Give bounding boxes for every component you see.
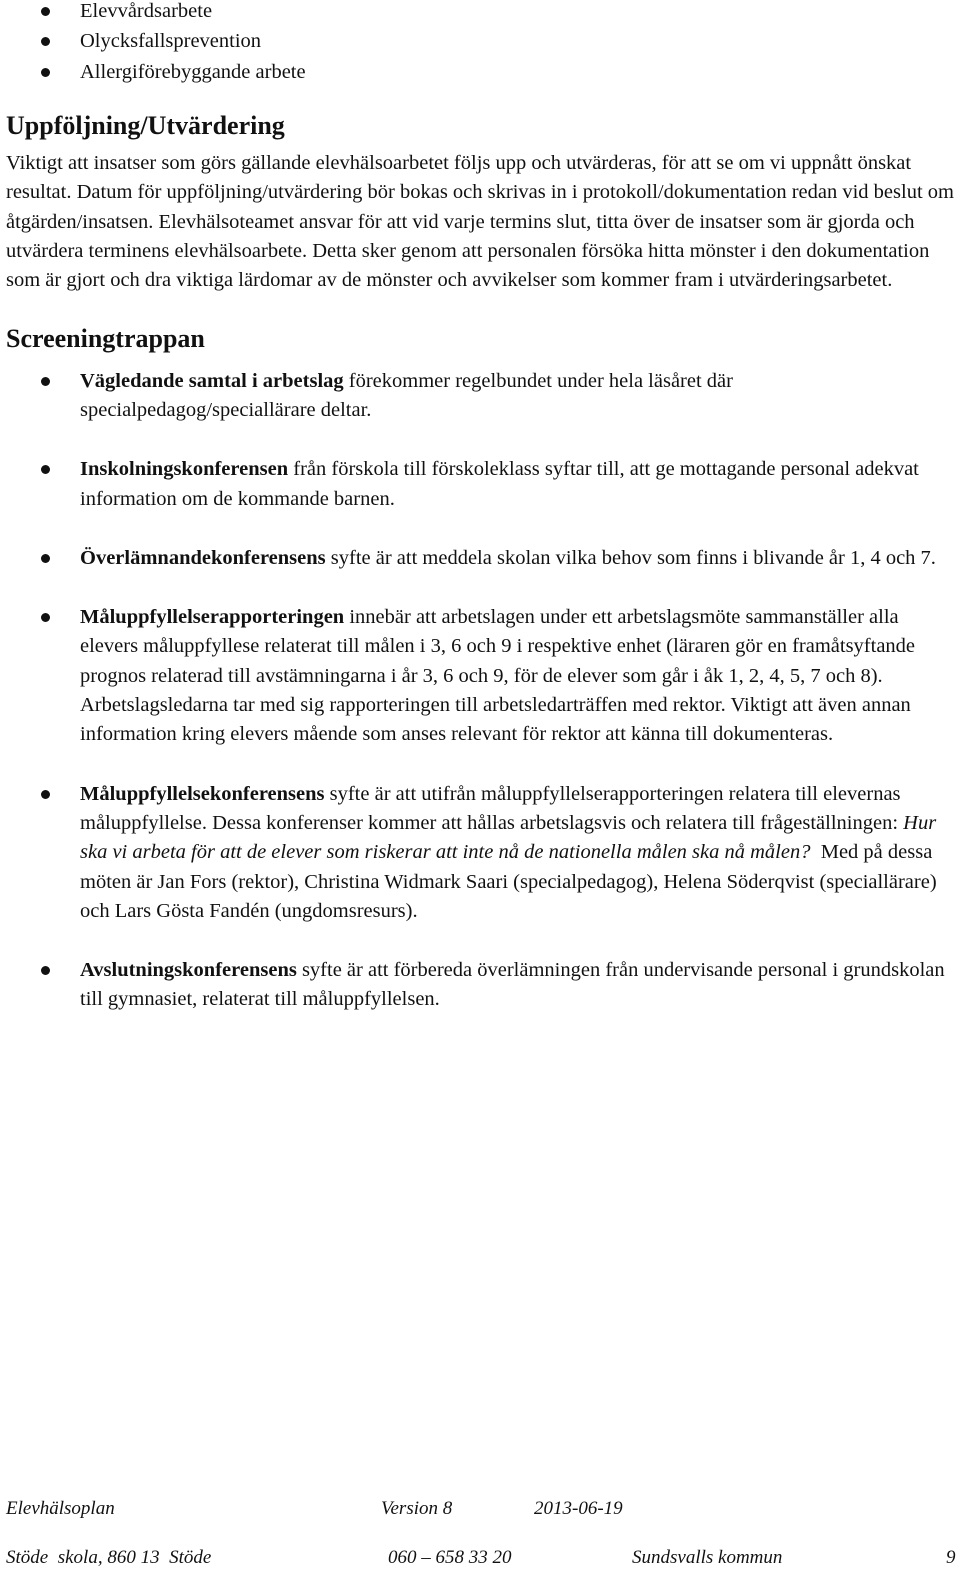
bullet-icon (41, 377, 50, 386)
bullet-icon (41, 7, 50, 16)
screening-item-avslutning (6, 956, 954, 1015)
description-avslutning: syfte är att förbereda överlämningen från undervisande personal i grundskolan till gymnasiet, relaterat till måluppfyllelsen. (80, 959, 945, 1011)
footer-document-title: Elevhälsoplan (6, 1498, 115, 1519)
list-item-text: Elevvårdsarbete (80, 0, 213, 22)
term-overlamnande: Överlämnandekonferensens (80, 546, 326, 569)
footer-phone: 060 – 658 33 20 (388, 1547, 512, 1568)
description-overlamnande: syfte är att meddela skolan vilka behov som finns i blivande år 1, 4 och 7. (325, 546, 936, 569)
bullet-icon (41, 68, 50, 77)
description-rapportering: innebär att arbetslagen under ett arbetslagsmöte sammanställer alla elevers måluppfyllese relaterat till målen i 3, 6 och 9 i respektive enhet (läraren gör en framåtsyftande prognos relaterad till avstämningarna i år 3, 6 och 9, för de elever som går i åk 1, 2, 4, 5, 7 och 8). Arbetslagsledarna tar med sig rapporteringen till arbetsledarträffen med rektor. Viktigt att även annan information kring elevers mående som anses relevant för rektor att känna till dokumenteras. (80, 606, 916, 746)
screening-list (6, 367, 954, 1015)
list-item (6, 0, 954, 27)
description-maluppfyllelsekonferens-cont: Med på dessa möten är Jan Fors (rektor), Christina Widmark Saari (specialpedagog), Helena Söderqvist (speciallärare) och Lars Gösta Fandén (ungdomsresurs). (80, 841, 942, 922)
screening-item-rapportering (6, 603, 954, 749)
footer-date: 2013-06-19 (534, 1498, 623, 1519)
footer-version: Version 8 (381, 1498, 453, 1519)
paragraph-uppfoljning: Viktigt att insatser som görs gällande elevhälsoarbetet följs upp och utvärderas, för att se om vi uppnått önskat resultat. Datum för uppföljning/utvärdering bör bokas och skrivas in i protokoll/dokumentation redan vid beslut om åtgärden/insatsen. Elevhälsoteamet ansvar för att vid varje termins slut, titta över de insatser som är gjorda och utvärdera terminens elevhälsoarbete. Detta sker genom att personalen försöka hitta mönster i den dokumentation som är gjort och dra viktiga lärdomar av de mönster och avvikelser som kommer fram i utvärderingsarbetet. (6, 152, 954, 292)
list-item-text: Olycksfallsprevention (80, 30, 262, 53)
bullet-icon (41, 465, 50, 474)
bullet-icon (41, 790, 50, 799)
bullet-icon (41, 554, 50, 563)
term-rapportering: Måluppfyllelserapporteringen (80, 606, 345, 629)
screening-item-overlamnande (6, 544, 954, 573)
list-item-text: Allergiförebyggande arbete (80, 60, 306, 83)
screening-item-inskolning (6, 455, 954, 514)
description-vagledande: förekommer regelbundet under hela läsåret där specialpedagog/speciallärare deltar. (80, 369, 733, 421)
term-vagledande: Vägledande samtal i arbetslag (80, 369, 344, 392)
bullet-icon (41, 613, 50, 622)
list-item (6, 58, 954, 88)
term-inskolning: Inskolningskonferensen (80, 458, 289, 481)
section-heading-screening: Screeningtrappan (6, 323, 205, 353)
screening-item-maluppfyllelsekonferens (6, 780, 954, 926)
screening-item-vagledande (6, 367, 954, 426)
section-heading-uppfoljning: Uppföljning/Utvärdering (6, 111, 285, 141)
top-bullet-list (6, 0, 954, 88)
term-avslutning: Avslutningskonferensens (80, 959, 297, 982)
bullet-icon (41, 966, 50, 975)
footer-municipality: Sundsvalls kommun (632, 1547, 783, 1568)
question-italic: Hur ska vi arbeta för att de elever som riskerar att inte nå de nationella målen ska nå målen? (80, 811, 937, 864)
page-number: 9 (946, 1547, 956, 1568)
term-maluppfyllelsekonferens: Måluppfyllelsekonferensens (80, 782, 325, 805)
description-inskolning: från förskola till förskoleklass syftar till, att ge mottagande personal adekvat information om de kommande barnen. (80, 458, 919, 510)
footer-address: Stöde skola, 860 13 Stöde (6, 1547, 212, 1568)
bullet-icon (41, 37, 50, 46)
list-item (6, 27, 954, 57)
document-body (6, 0, 954, 1045)
description-maluppfyllelsekonferens: syfte är att utifrån måluppfyllelserapporteringen relatera till elevernas måluppfyllelse. Dessa konferenser kommer att hållas arbetslagsvis och relatera till frågeställningen: (80, 782, 904, 834)
